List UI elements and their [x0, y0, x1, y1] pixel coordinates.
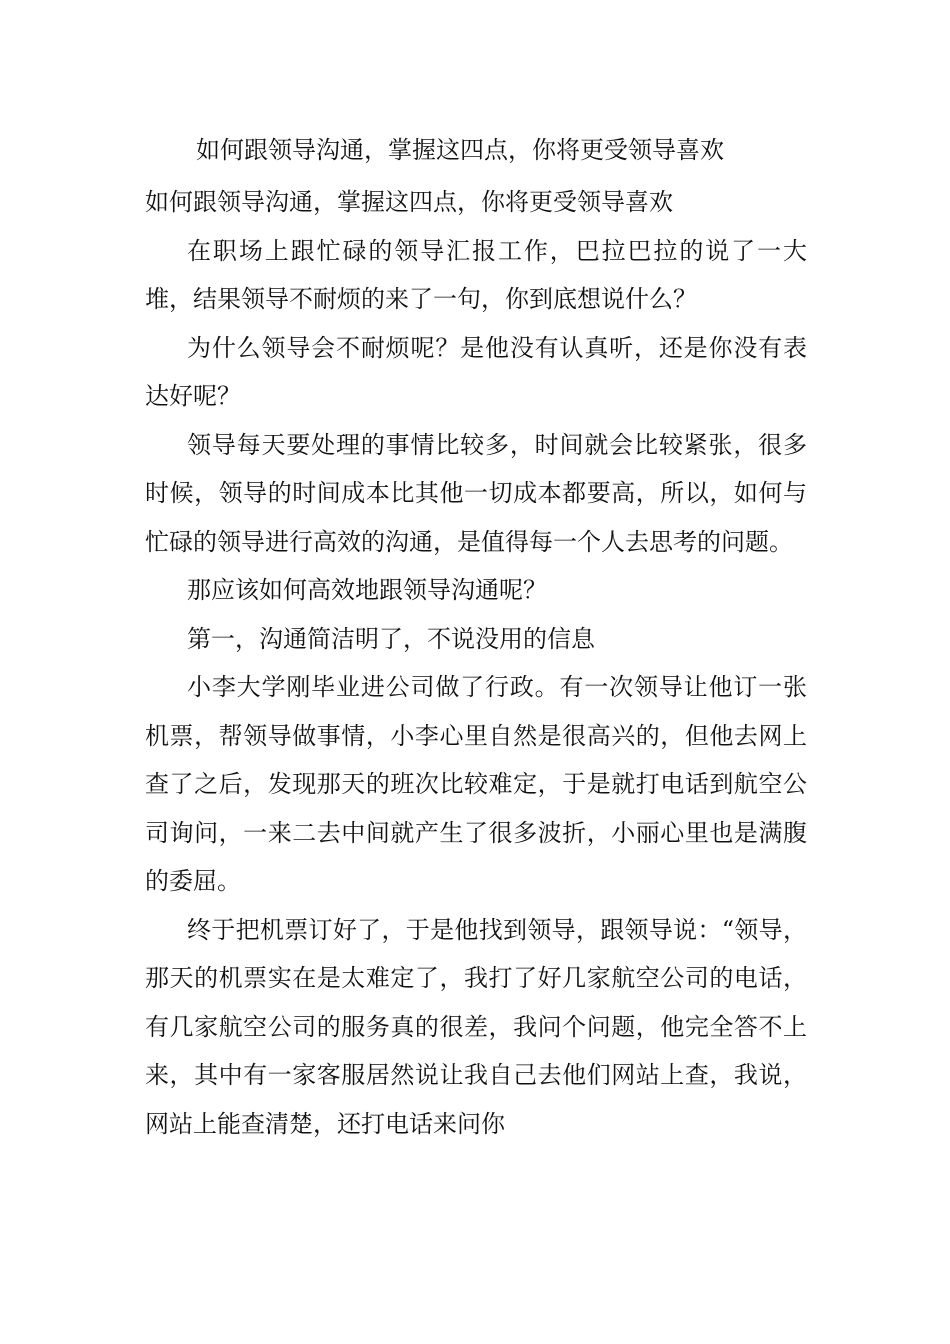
- section-heading: 第一，沟通简洁明了，不说没用的信息: [187, 624, 595, 653]
- document-body: [145, 178, 807, 1148]
- paragraph: 领导每天要处理的事情比较多，时间就会比较紧张，很多时候，领导的时间成本比其他一切成本都要高，所以，如何与忙碌的领导进行高效的沟通，是值得每一个人去思考的问题。: [145, 430, 807, 556]
- paragraph: 终于把机票订好了，于是他找到领导，跟领导说：“领导，那天的机票实在是太难定了，我打了好几家航空公司的电话，有几家航空公司的服务真的很差，我问个问题，他完全答不上来，其中有一家客服居然说让我自己去他们网站上查，我说，网站上能查清楚，还打电话来问你: [145, 915, 807, 1138]
- paragraph: 为什么领导会不耐烦呢？是他没有认真听，还是你没有表达好呢？: [145, 333, 807, 410]
- paragraph: 小李大学刚毕业进公司做了行政。有一次领导让他订一张机票，帮领导做事情，小李心里自然是很高兴的，但他去网上查了之后，发现那天的班次比较难定，于是就打电话到航空公司询问，一来二去中间就产生了很多波折，小丽心里也是满腹的委屈。: [145, 673, 807, 895]
- paragraph: 如何跟领导沟通，掌握这四点，你将更受领导喜欢: [145, 188, 673, 216]
- paragraph: 那应该如何高效地跟领导沟通呢？: [187, 576, 547, 604]
- document-title: 如何跟领导沟通，掌握这四点，你将更受领导喜欢: [196, 136, 724, 164]
- paragraph: 在职场上跟忙碌的领导汇报工作，巴拉巴拉的说了一大堆，结果领导不耐烦的来了一句，你到底想说什么？: [145, 236, 807, 313]
